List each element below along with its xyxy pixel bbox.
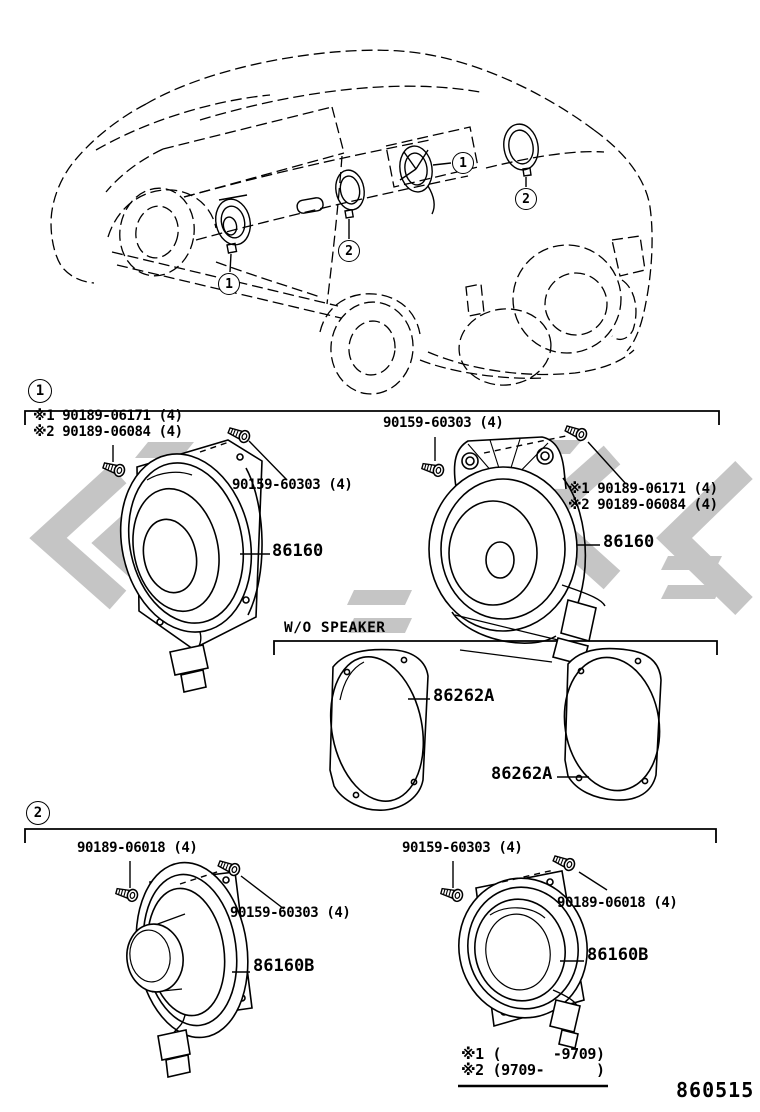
vehicle-callout-left-door-number: 1 bbox=[225, 276, 233, 292]
screw-part-number: 90159-60303 (4) bbox=[383, 415, 504, 431]
screw-part-number: 90159-60303 (4) bbox=[232, 477, 353, 493]
screw-part-number: 90189-06018 (4) bbox=[557, 895, 678, 911]
screw-icon bbox=[564, 423, 588, 442]
screw-part-number: 90159-60303 (4) bbox=[230, 905, 351, 921]
screw-part-number: 90189-06018 (4) bbox=[77, 840, 198, 856]
screw-icon bbox=[115, 885, 139, 902]
section-1-right-note-2: ※2 90189-06084 (4) bbox=[568, 497, 718, 513]
part-number-86262a-right: 86262A bbox=[491, 764, 553, 784]
vehicle-callout-right-rear bbox=[515, 188, 537, 210]
section-1-right-note-1: ※1 90189-06171 (4) bbox=[568, 481, 718, 497]
screw-icon bbox=[421, 460, 445, 477]
vehicle-callout-right-door bbox=[452, 152, 474, 174]
vehicle-speaker-markers bbox=[212, 121, 542, 272]
section-1-badge bbox=[28, 379, 52, 403]
vehicle-callout-left-door bbox=[218, 273, 240, 295]
page-code: 860515 bbox=[676, 1078, 755, 1102]
vehicle-callout-left-rear bbox=[338, 240, 360, 262]
section-1-number: 1 bbox=[35, 383, 45, 399]
vehicle-callout-left-rear-number: 2 bbox=[345, 243, 353, 259]
section-2-badge bbox=[26, 801, 50, 825]
footnote-range-2: ※2 (9709- ) bbox=[461, 1061, 605, 1079]
wo-speaker-title: W/O SPEAKER bbox=[284, 620, 386, 636]
section-1-note-1: ※1 90189-06171 (4) bbox=[33, 408, 183, 424]
plate-86262a-left-drawing bbox=[319, 649, 435, 810]
screw-icon bbox=[552, 853, 576, 872]
speaker-86160b-left-drawing bbox=[123, 855, 259, 1077]
part-number-86160-right: 86160 bbox=[603, 532, 655, 552]
footnote-range-1: ※1 ( -9709) bbox=[461, 1045, 605, 1063]
part-number-86160-left: 86160 bbox=[272, 541, 324, 561]
part-number-86262a-left: 86262A bbox=[433, 686, 495, 706]
vehicle-line-art bbox=[51, 50, 652, 398]
part-number-86160b-left: 86160B bbox=[253, 956, 315, 976]
vehicle-callout-right-rear-number: 2 bbox=[522, 191, 530, 207]
part-number-86160b-right: 86160B bbox=[587, 945, 649, 965]
section-1-note-2: ※2 90189-06084 (4) bbox=[33, 424, 183, 440]
screw-part-number: 90159-60303 (4) bbox=[402, 840, 523, 856]
screw-icon bbox=[440, 885, 464, 902]
vehicle-callout-right-door-number: 1 bbox=[459, 155, 467, 171]
section-2-number: 2 bbox=[33, 805, 43, 821]
